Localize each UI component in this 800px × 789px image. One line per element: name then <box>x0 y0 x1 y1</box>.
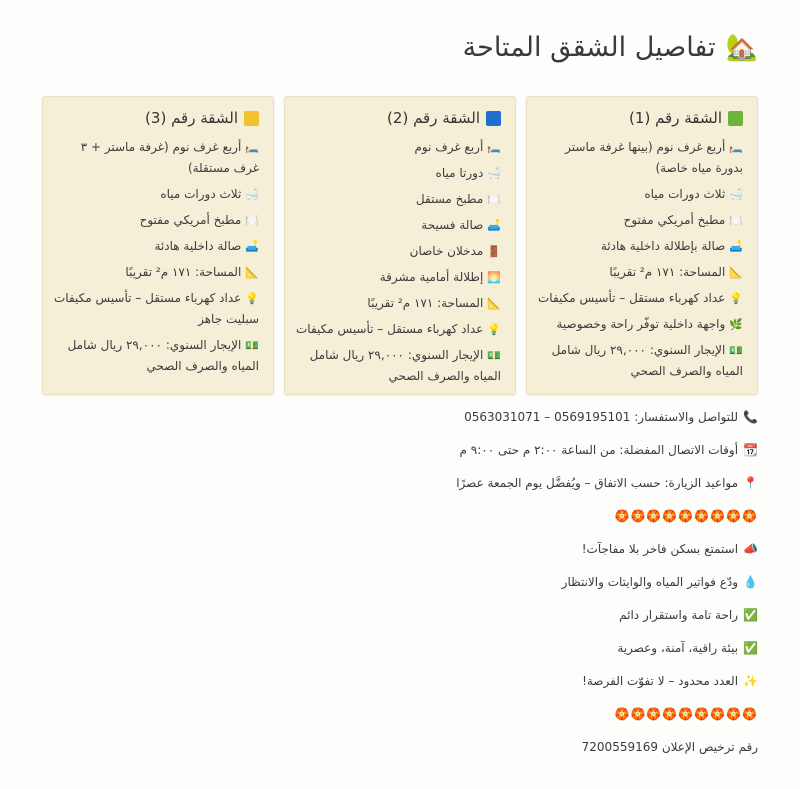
feature-rent: 💵الإيجار السنوي: ٢٩,٠٠٠ ريال شامل المياه والصرف الصحي <box>309 348 501 383</box>
money-icon: 💵 <box>729 344 743 357</box>
feature-rent: 💵الإيجار السنوي: ٢٩,٠٠٠ ريال شامل المياه والصرف الصحي <box>67 338 259 373</box>
house-icon: 🏡 <box>725 32 758 63</box>
info-section <box>338 408 758 771</box>
herb-icon: 🌿 <box>729 318 743 331</box>
feature-hall: 🛋️صالة بإطلالة داخلية هادئة <box>600 239 743 253</box>
promo-line-5: ✨العدد محدود – لا تفوّت الفرصة! <box>582 674 758 688</box>
yellow-square-icon <box>244 111 259 126</box>
card-title-text: الشقة رقم (3) <box>145 109 238 127</box>
megaphone-icon: 📣 <box>743 542 758 556</box>
ruler-icon: 📐 <box>245 266 259 279</box>
green-square-icon <box>728 111 743 126</box>
feature-hall: 🛋️صالة فسيحة <box>421 218 501 232</box>
check-icon: ✅ <box>743 641 758 655</box>
couch-icon: 🛋️ <box>487 219 501 232</box>
page-title-text: تفاصيل الشقق المتاحة <box>462 32 716 63</box>
card-title-text: الشقة رقم (2) <box>387 109 480 127</box>
card-title <box>537 107 743 129</box>
lightbulb-icon: 💡 <box>729 292 743 305</box>
feature-electricity: 💡عداد كهرباء مستقل – تأسيس مكيفات سبليت جاهز <box>54 291 259 326</box>
feature-kitchen: 🍽️مطبخ أمريكي مفتوح <box>623 213 743 227</box>
sunrise-icon: 🌅 <box>487 271 501 284</box>
feature-bathrooms: 🛁دورتا مياه <box>435 166 501 180</box>
apartment-card-2 <box>284 96 516 395</box>
feature-rent: 💵الإيجار السنوي: ٢٩,٠٠٠ ريال شامل المياه والصرف الصحي <box>551 343 743 378</box>
promo-line-1: 📣استمتع بسكن فاخر بلا مفاجآت! <box>581 542 758 556</box>
check-icon: ✅ <box>743 608 758 622</box>
feature-bathrooms: 🛁ثلاث دورات مياه <box>160 187 259 201</box>
pin-icon: 📍 <box>743 476 758 490</box>
page-title <box>463 32 758 63</box>
feature-entrances: 🚪مدخلان خاصان <box>409 244 501 258</box>
feature-kitchen: 🍽️مطبخ مستقل <box>415 192 501 206</box>
bed-icon: 🛏️ <box>245 141 259 154</box>
bed-icon: 🛏️ <box>487 141 501 154</box>
promo-line-2: 💧ودّع فواتير المياه والوايتات والانتظار <box>561 575 758 589</box>
feature-view: 🌅إطلالة أمامية مشرقة <box>379 270 501 284</box>
card-title-text: الشقة رقم (1) <box>629 109 722 127</box>
contact-text[interactable]: للتواصل والاستفسار: 0569195101 – 0563031071 <box>464 410 739 424</box>
promo-line-3: ✅راحة تامة واستقرار دائم <box>619 608 758 622</box>
plate-icon: 🍽️ <box>487 193 501 206</box>
feature-area: 📐المساحة: ١٧١ م² تقريبًا <box>125 265 259 279</box>
card-title <box>295 107 501 129</box>
lightbulb-icon: 💡 <box>245 292 259 305</box>
ruler-icon: 📐 <box>487 297 501 310</box>
feature-bedrooms: 🛏️أربع غرف نوم <box>414 140 501 154</box>
bathtub-icon: 🛁 <box>487 167 501 180</box>
ruler-icon: 📐 <box>729 266 743 279</box>
door-icon: 🚪 <box>487 245 501 258</box>
feature-electricity: 💡عداد كهرباء مستقل – تأسيس مكيفات <box>296 322 501 336</box>
plate-icon: 🍽️ <box>245 214 259 227</box>
feature-bathrooms: 🛁ثلاث دورات مياه <box>644 187 743 201</box>
feature-area: 📐المساحة: ١٧١ م² تقريبًا <box>367 296 501 310</box>
sparkles-icon: ✨ <box>743 674 758 688</box>
contact-line <box>338 408 758 441</box>
license-number: رقم ترخيص الإعلان 7200559169 <box>581 740 758 754</box>
promo-line-4: ✅بيئة راقية، آمنة، وعصرية <box>617 641 758 655</box>
bathtub-icon: 🛁 <box>729 188 743 201</box>
feature-bedrooms: 🛏️أربع غرف نوم (بينها غرفة ماستر بدورة مياه خاصة) <box>565 140 743 175</box>
card-title <box>53 107 259 129</box>
visits-line: 📍مواعيد الزيارة: حسب الاتفاق – ويُفضَّل يوم الجمعة عصرًا <box>456 476 758 490</box>
phone-icon: 📞 <box>743 410 758 424</box>
plate-icon: 🍽️ <box>729 214 743 227</box>
money-icon: 💵 <box>245 339 259 352</box>
feature-electricity: 💡عداد كهرباء مستقل – تأسيس مكيفات <box>538 291 743 305</box>
apartment-card-1 <box>526 96 758 395</box>
couch-icon: 🛋️ <box>245 240 259 253</box>
droplet-icon: 💧 <box>743 575 758 589</box>
apartment-cards <box>42 96 758 395</box>
couch-icon: 🛋️ <box>729 240 743 253</box>
feature-kitchen: 🍽️مطبخ أمريكي مفتوح <box>139 213 259 227</box>
rosette-divider: 🏵️🏵️🏵️🏵️🏵️🏵️🏵️🏵️🏵️ <box>614 509 758 523</box>
hours-line: 📆أوقات الاتصال المفضلة: من الساعة ٢:٠٠ م حتى ٩:٠٠ م <box>459 443 758 457</box>
bathtub-icon: 🛁 <box>245 188 259 201</box>
feature-bedrooms: 🛏️أربع غرف نوم (غرفة ماستر + ٣ غرف مستقلة) <box>80 140 259 175</box>
feature-area: 📐المساحة: ١٧١ م² تقريبًا <box>609 265 743 279</box>
calendar-icon: 📆 <box>743 443 758 457</box>
blue-square-icon <box>486 111 501 126</box>
feature-facade: 🌿واجهة داخلية توفّر راحة وخصوصية <box>556 317 743 331</box>
apartment-card-3 <box>42 96 274 395</box>
money-icon: 💵 <box>487 349 501 362</box>
rosette-divider: 🏵️🏵️🏵️🏵️🏵️🏵️🏵️🏵️🏵️ <box>614 707 758 721</box>
lightbulb-icon: 💡 <box>487 323 501 336</box>
feature-hall: 🛋️صالة داخلية هادئة <box>154 239 259 253</box>
bed-icon: 🛏️ <box>729 141 743 154</box>
